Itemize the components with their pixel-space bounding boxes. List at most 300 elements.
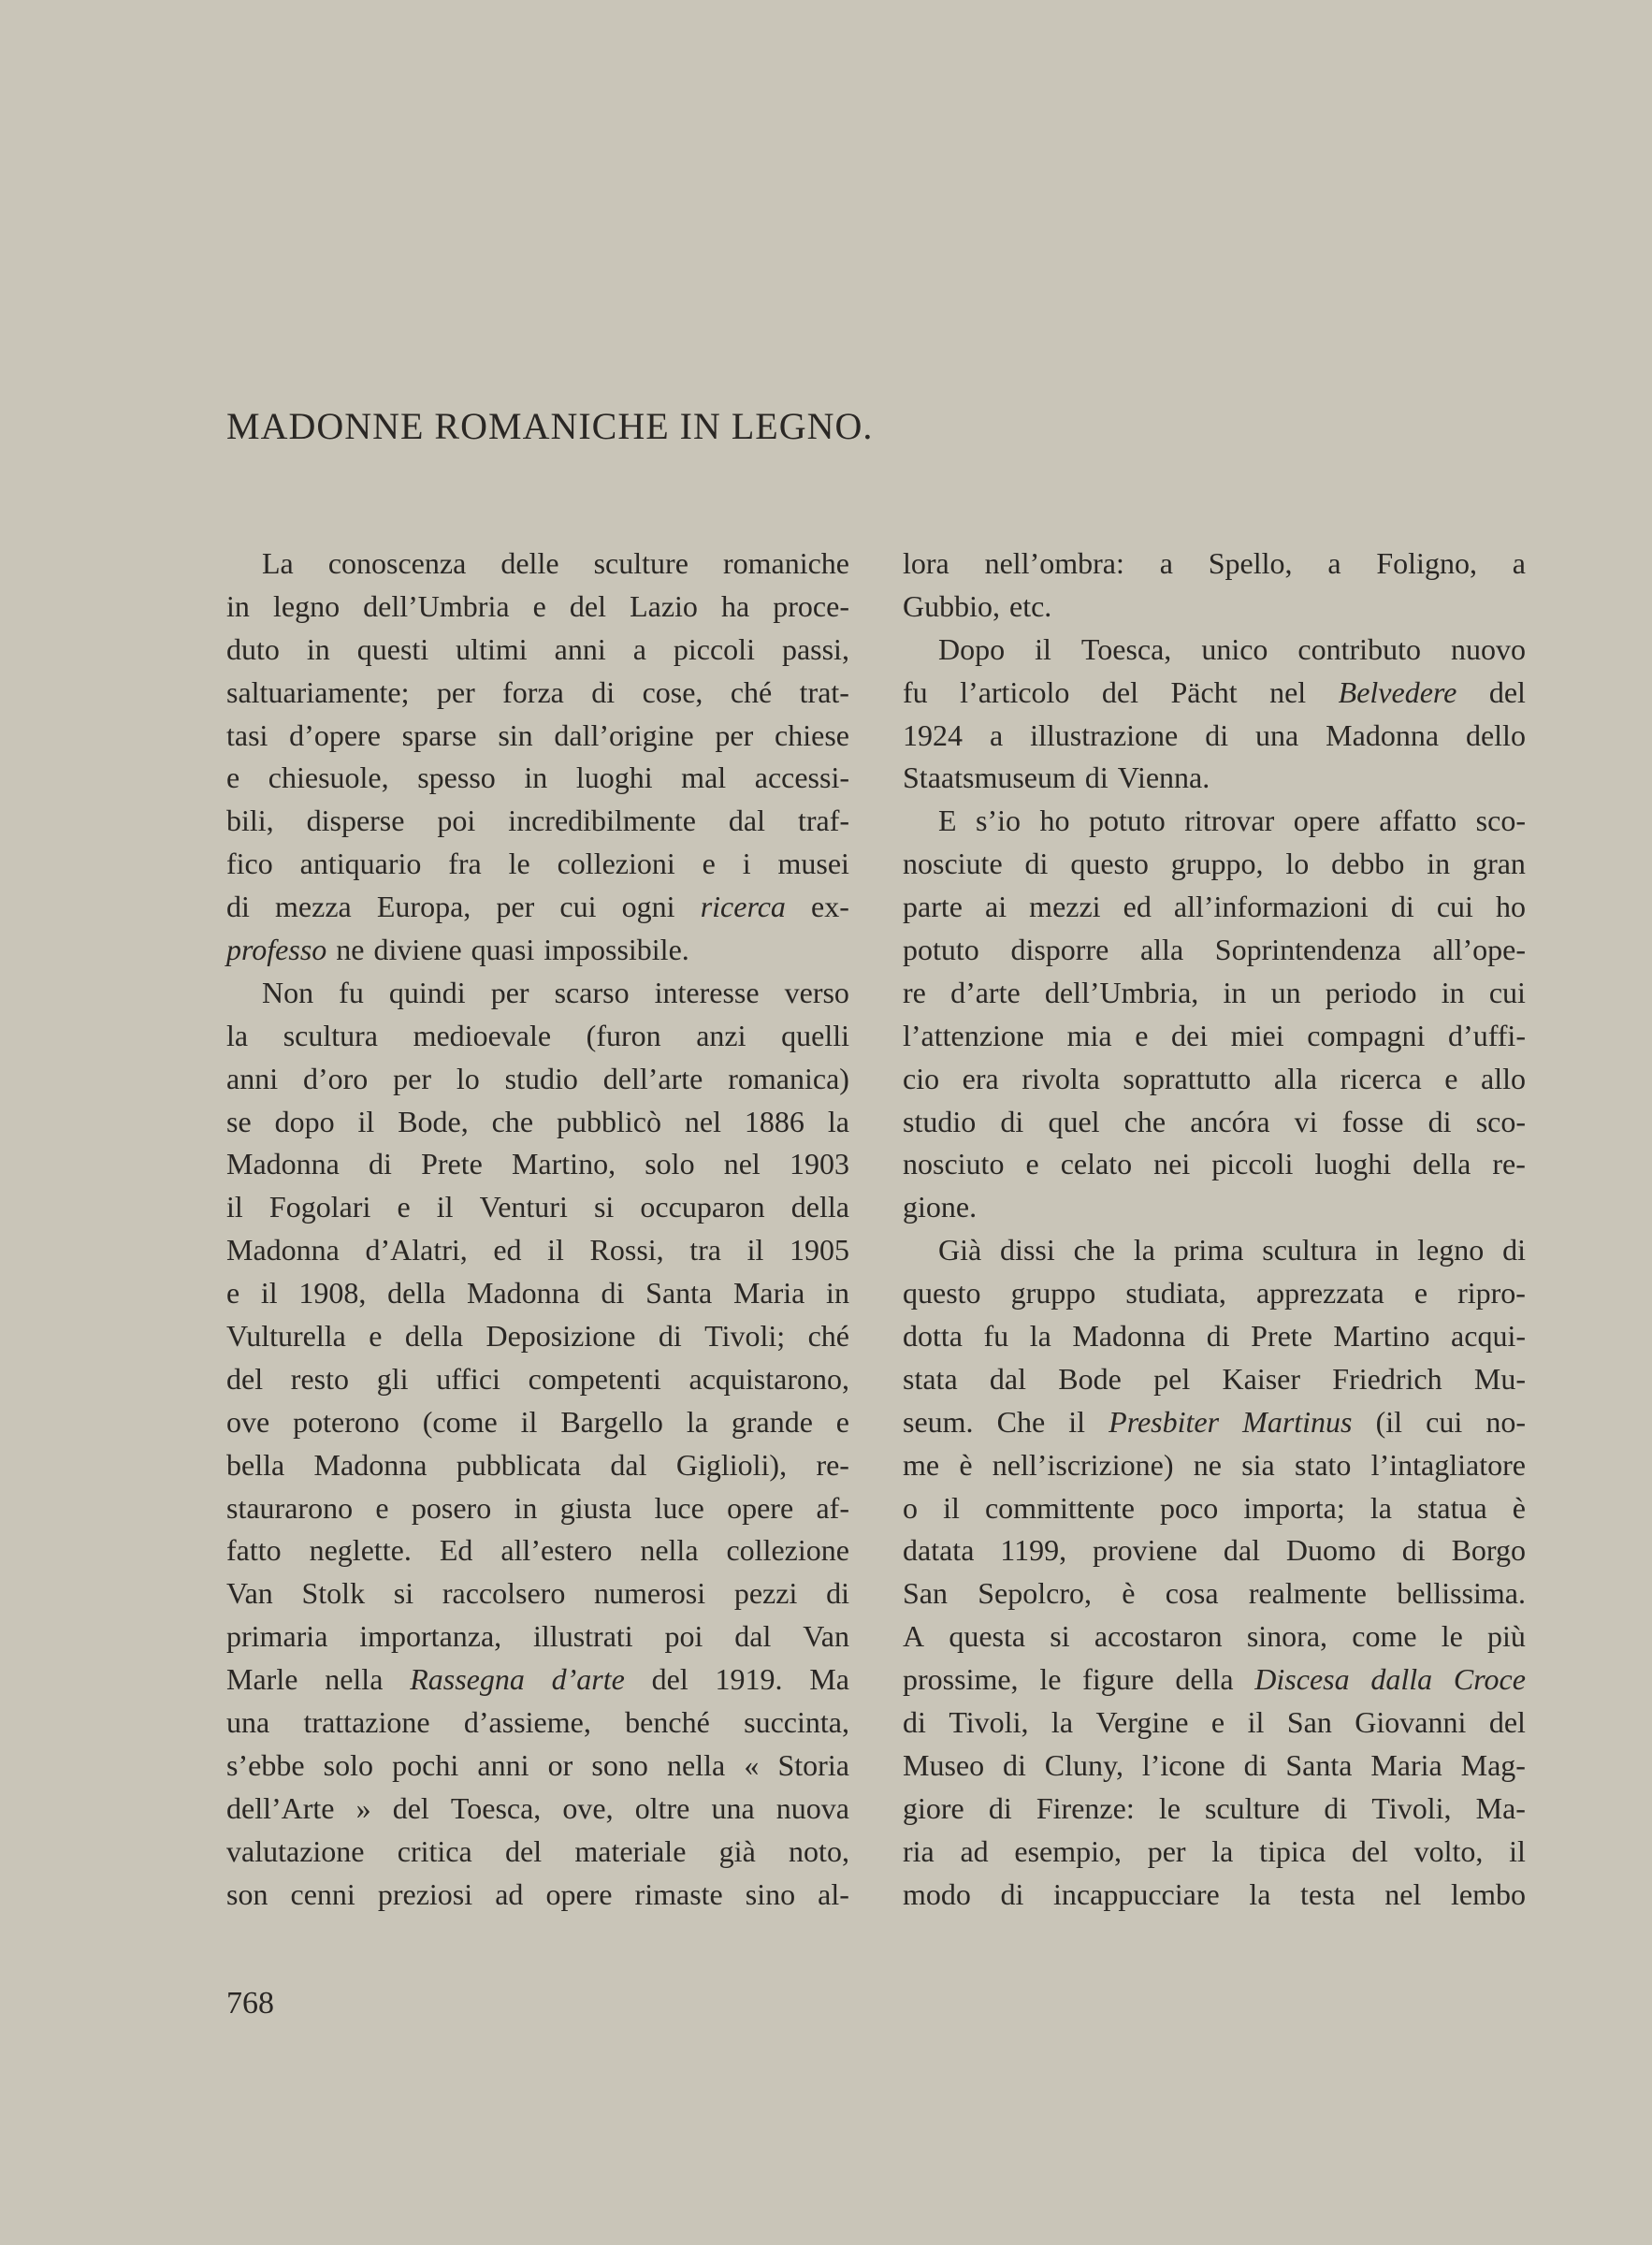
word: ne [1193,1447,1222,1482]
word: unico [1201,631,1268,666]
text-line [226,1358,849,1401]
word: era [962,1061,999,1095]
word: studio [903,1104,977,1138]
word: mezzi [1029,890,1101,924]
word: volto, [1413,1833,1484,1868]
word: legno [1417,1233,1485,1267]
word: solo [323,1747,373,1782]
text-line [226,1702,849,1745]
text-line [226,800,849,843]
word: la [827,1104,849,1138]
word: ogni [621,890,675,924]
word: all’informazioni [1173,890,1369,924]
word: ché [807,1319,849,1354]
word: pubblicata [456,1447,582,1482]
word: ricerca [700,890,786,924]
word: dal [610,1447,647,1482]
word: questo [1070,847,1149,881]
word: la [1029,1319,1051,1354]
text-line [903,1315,1526,1358]
word: l’articolo [960,674,1070,709]
word: Bode [1058,1361,1122,1396]
word: d’assieme, [463,1705,591,1740]
word: di [1401,1533,1426,1568]
word: rivolta [1022,1061,1100,1095]
word: dell’Umbria [363,588,510,623]
word: ria [903,1833,935,1868]
word: nell’ombra: [984,546,1124,580]
word: di [1243,1747,1268,1782]
word: sparse [401,717,477,752]
word: il [357,1104,375,1138]
word: di [826,1576,849,1611]
text-line [226,586,849,629]
word: gruppo [1010,1276,1096,1311]
word: Tivoli, [949,1705,1029,1740]
word: poterono [293,1404,399,1439]
word: duto [226,631,280,666]
word: parte [903,890,963,924]
word: Toesca, [1080,631,1172,666]
word: Martino [1333,1319,1430,1354]
word: disperse [306,804,405,838]
word: ed [493,1233,522,1267]
word: Non [262,975,314,1009]
word: fico [226,847,273,881]
word: luce [654,1490,704,1525]
text-line [903,1401,1526,1444]
word: verso [784,975,849,1009]
word: in [514,1490,538,1525]
word: lembo [1451,1876,1526,1911]
word: 1919. [715,1662,783,1697]
word: come [1352,1619,1417,1654]
word: nella [325,1662,384,1697]
word: ultimi [456,631,528,666]
word: il [436,1190,454,1224]
word: materiale [574,1833,687,1868]
word: nel [723,1147,761,1181]
word: importa; [1243,1490,1345,1525]
word: del [1488,674,1526,709]
text-line [903,1358,1526,1401]
word: Venturi [479,1190,568,1224]
word: debbo [1331,847,1405,881]
word: collezione [726,1533,849,1568]
word: il [1035,631,1051,666]
word: 1199, [1000,1533,1067,1568]
word: è [959,1447,973,1482]
word: dal [1223,1533,1260,1568]
word: or [547,1747,573,1782]
word: numerosi [594,1576,706,1611]
word: musei [777,847,849,881]
word: dissi [1000,1233,1055,1267]
word: romaniche [722,546,849,580]
word: questa [949,1619,1026,1654]
word: rimaste [634,1876,723,1911]
word: è [1122,1576,1136,1611]
word: dello [1465,717,1526,752]
word: è [1512,1490,1526,1525]
word: si [393,1576,414,1611]
word: e [1413,1276,1428,1311]
word: Tivoli; [704,1319,786,1354]
text-line [226,757,849,800]
text-line [226,672,849,715]
text-line [903,1658,1526,1702]
word: la [226,1018,249,1052]
word: stata [903,1361,958,1396]
word: sino [745,1876,796,1911]
word: fatto [226,1533,282,1568]
word: etc. [1009,588,1052,623]
word: posero [411,1490,492,1525]
word: fu [903,674,928,709]
word: della [387,1276,446,1311]
text-line [903,886,1526,929]
word: studio [504,1061,578,1095]
word: gli [376,1361,409,1396]
word: Lazio [630,588,698,623]
word: l’intagliatore [1370,1447,1526,1482]
word: valutazione [226,1833,365,1868]
word: Ed [439,1533,473,1568]
word: neglette. [309,1533,412,1568]
word: Europa, [376,890,471,924]
word: Duomo [1285,1533,1376,1568]
word: soprattutto [1123,1061,1252,1095]
word: esempio, [1014,1833,1122,1868]
word: del [392,1790,429,1825]
word: di [1003,1747,1026,1782]
word: Madonna [226,1233,340,1267]
word: oltre [634,1790,690,1825]
word: Prete [421,1147,483,1181]
word: ho [1039,804,1070,838]
word: di [1502,1233,1526,1267]
word: del [1351,1833,1388,1868]
word: bili, [226,804,274,838]
word: per [393,1061,432,1095]
word: saltuariamente; [226,674,410,709]
word: anni [554,631,606,666]
word: in [306,631,330,666]
word: della [790,1190,849,1224]
word: opere [727,1490,794,1525]
word: a [989,717,1004,752]
word: raccolsero [442,1576,566,1611]
word: Borgo [1451,1533,1526,1568]
word: gran [1472,847,1526,881]
word: staurarono [226,1490,354,1525]
word: 1924 [903,717,963,752]
word: 1903 [789,1147,849,1181]
word: ai [985,890,1007,924]
word: Foligno, [1376,546,1477,580]
word: per [715,717,754,752]
word: Cluny, [1044,1747,1123,1782]
word: Martinus [1242,1404,1353,1439]
word: ripro- [1457,1276,1526,1311]
word: Sepolcro, [978,1576,1092,1611]
word: Maria [1370,1747,1442,1782]
word: celato [1060,1147,1133,1181]
word: all’estero [500,1533,613,1568]
text-line [226,1831,849,1874]
word: uffici [436,1361,500,1396]
word: della [1413,1147,1471,1181]
word: Rassegna [410,1662,525,1697]
text-line [903,1058,1526,1101]
word: Deposizione [485,1319,636,1354]
text-line [226,929,849,972]
word: piccoli [1211,1147,1294,1181]
text-line [226,543,849,586]
word: fu [983,1319,1009,1354]
word: Discesa [1254,1662,1350,1697]
word: Santa [645,1276,713,1311]
word: Santa [1285,1747,1353,1782]
word: Marle [226,1662,298,1697]
word: Madonna [226,1147,340,1181]
text-line [226,1487,849,1530]
word: importanza, [359,1619,502,1654]
word: illustrazione [1030,717,1179,752]
word: potuto [903,933,979,967]
word: sculture [593,546,688,580]
word: Ma [809,1662,849,1697]
word: di [1427,1104,1452,1138]
text-line [903,629,1526,672]
word: Kaiser [1222,1361,1301,1396]
text-line [226,1058,849,1101]
word: alla [1139,933,1184,967]
word: d’Alatri, [365,1233,468,1267]
word: si [593,1190,615,1224]
word: dal [728,804,766,838]
word: cui [1426,1404,1463,1439]
word: dotta [903,1319,963,1354]
word: figure [1082,1662,1154,1697]
word: cosa [1165,1576,1219,1611]
word: nella [667,1747,726,1782]
word: d’arte [551,1662,625,1697]
word: critica [397,1833,472,1868]
word: per [490,975,529,1009]
word: (come [422,1404,498,1439]
word: e [226,1276,240,1311]
word: di [1084,760,1109,795]
word: sinora, [1246,1619,1328,1654]
word: sco- [1475,804,1526,838]
word: prima [1173,1233,1244,1267]
word: Vienna. [1117,760,1210,795]
word: opere [1293,804,1360,838]
word: di [1024,847,1049,881]
text-line [226,1101,849,1144]
page-title: MADONNE ROMANICHE IN LEGNO. [226,405,874,447]
word: modo [903,1876,971,1911]
text-line [226,715,849,758]
word: cui [1436,890,1473,924]
word: il [226,1190,243,1224]
word: sia [1241,1447,1275,1482]
word: e [702,847,716,881]
word: le [1158,1790,1181,1825]
word: ritrovar [1184,804,1275,838]
word: cui [1488,975,1526,1009]
word: questo [903,1276,981,1311]
word: 1908, [298,1276,367,1311]
word: allo [1481,1061,1526,1095]
word: dopo [274,1104,335,1138]
word: l’attenzione [903,1018,1045,1052]
word: nel [1384,1876,1422,1911]
word: trattazione [303,1705,430,1740]
word: scultura [1262,1233,1357,1267]
word: che [491,1104,534,1138]
word: primaria [226,1619,328,1654]
text-line [226,1874,849,1917]
word: il [943,1490,960,1525]
word: Van [226,1576,273,1611]
word: Giglioli), [675,1447,788,1482]
word: apprezzata [1255,1276,1384,1311]
text-line [226,886,849,929]
word: lo [1285,847,1310,881]
word: dei [1171,1018,1209,1052]
word: quel [1048,1104,1100,1138]
word: di [369,1147,392,1181]
text-line [903,586,1526,629]
word: a [1159,546,1173,580]
word: nella [640,1533,699,1568]
text-line [226,1444,849,1487]
word: Toesca, [450,1790,542,1825]
word: l’icone [1141,1747,1225,1782]
text-line [226,1229,849,1272]
word: traf- [797,804,849,838]
text-line [226,843,849,886]
word: cose, [642,674,703,709]
word: Van [803,1619,849,1654]
word: passi, [781,631,849,666]
word: dalla [1370,1662,1433,1697]
word: La [262,546,294,580]
word: gione. [903,1190,978,1224]
word: fra [448,847,482,881]
word: incredibilmente [508,804,696,838]
word: e [397,1190,411,1224]
word: sono [591,1747,648,1782]
word: (il [1375,1404,1403,1439]
word: impossibile. [543,933,689,967]
word: dal [989,1361,1027,1396]
word: ho [1495,890,1526,924]
word: Tivoli, [1371,1790,1452,1825]
text-line [903,1874,1526,1917]
text-line [903,757,1526,800]
word: periodo [1325,975,1417,1009]
word: questi [356,631,429,666]
word: del [569,588,606,623]
word: occuparon [640,1190,765,1224]
word: A [903,1619,925,1654]
word: la [686,1404,708,1439]
word: lora [903,546,949,580]
word: all’ope- [1432,933,1526,967]
word: e [375,1490,389,1525]
word: in [1223,975,1247,1009]
word: Madonna [1326,717,1440,752]
word: Madonna [466,1276,580,1311]
word: della [1175,1662,1234,1697]
word: del [1101,674,1138,709]
word: dal [734,1619,772,1654]
word: Gubbio, [903,588,1000,623]
word: tipica [1259,1833,1326,1868]
word: il [1509,1833,1526,1868]
word: ove, [562,1790,614,1825]
word: in [826,1276,849,1311]
text-line [903,1101,1526,1144]
word: per [496,890,535,924]
word: af- [816,1490,849,1525]
word: opere [545,1876,613,1911]
word: 1886 [744,1104,804,1138]
text-line [903,1529,1526,1572]
word: in [1375,1233,1399,1267]
word: trat- [799,674,849,709]
word: la [1369,1490,1392,1525]
word: nosciuto [903,1147,1005,1181]
word: tra [689,1233,721,1267]
text-line [226,1615,849,1658]
word: le [1039,1662,1062,1697]
text-line [226,1658,849,1702]
word: interesse [654,975,760,1009]
word: e [1135,1018,1149,1052]
word: 1905 [789,1233,849,1267]
word: nuovo [1450,631,1526,666]
word: nuova [775,1790,849,1825]
word: di [226,890,250,924]
word: Vulturella [226,1319,346,1354]
word: ancóra [1190,1104,1270,1138]
word: forza [502,674,564,709]
word: fu [339,975,364,1009]
word: Spello, [1208,546,1293,580]
word: giusta [559,1490,632,1525]
word: contributo [1297,631,1421,666]
word: ne [336,933,365,967]
word: le [508,847,530,881]
text-line [903,1788,1526,1831]
word: Presbiter [1109,1404,1220,1439]
word: e [835,1404,849,1439]
word: stato [1294,1447,1352,1482]
text-line [226,629,849,672]
word: del [226,1361,264,1396]
word: Madonna [1072,1319,1186,1354]
word: in [1427,847,1451,881]
word: pel [1153,1361,1191,1396]
word: il [547,1233,564,1267]
word: della [404,1319,464,1354]
text-line [903,1572,1526,1615]
word: bella [226,1447,285,1482]
